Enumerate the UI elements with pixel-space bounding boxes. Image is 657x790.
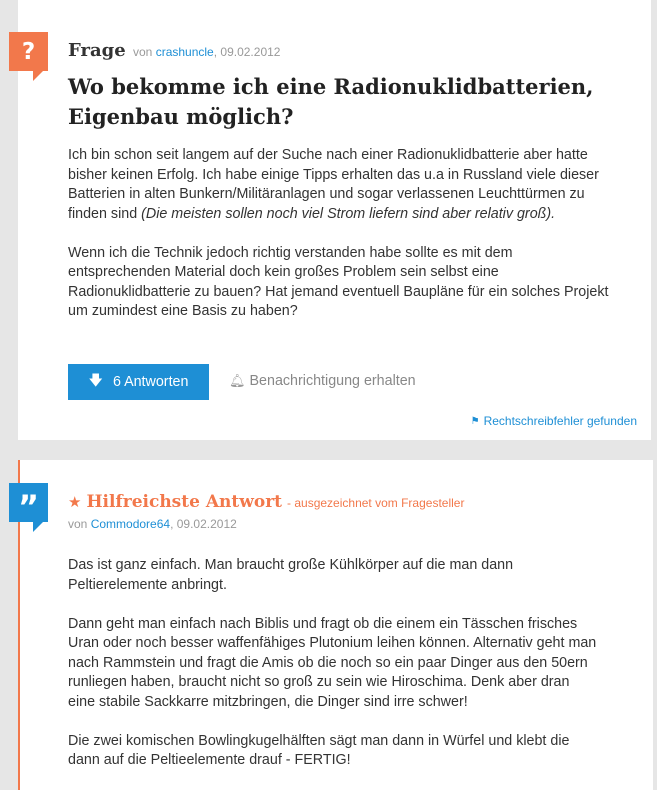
answer-paragraph: Die zwei komischen Bowlingkugelhälften sägt man dann in Würfel und klebt die dann auf die Peltieelemente drauf - FERTIG!	[68, 732, 570, 768]
report-typo-link[interactable]	[471, 414, 637, 428]
notify-label: Benachrichtigung erhalten	[249, 373, 416, 389]
notify-link[interactable]	[229, 373, 416, 389]
report-label: Rechtschreibfehler gefunden	[483, 414, 637, 428]
answer-body	[68, 556, 598, 790]
answer-paragraph: Dann geht man einfach nach Biblis und fragt ob die einem ein Tässchen frisches Uran oder noch besser waffenfähiges Plutonium leihen können. Alternativ geht man nach Rammstein und fragt die Amis ob die noch so ein paar Dinger aus den 50ern runliegen haben, braucht nicht so groß zu sein wie Hiroschima. Denk aber dran eine stabile Sackkarre mitzbringen, die Dinger sind irre schwer!	[68, 615, 597, 710]
arrow-down-icon: 🡇	[88, 372, 103, 388]
quote-icon: ”	[9, 483, 48, 522]
question-paragraph: Ich bin schon seit langem auf der Suche nach einer Radionuklidbatterie aber hatte bisher keinen Erfolg. Ich habe einige Tipps erhalten das u.a in Russland viele dieser Batterien in alten Bunkern/Militäranlagen und sogar verlassenen Leuchttürmen zu finden sind (Die meisten sollen noch viel Strom liefern sind aber relativ groß).	[68, 147, 599, 222]
question-paragraph-italic: (Die meisten sollen noch viel Strom liefern sind aber relativ groß).	[141, 205, 556, 222]
question-type-label: Frage	[68, 40, 126, 61]
helpful-answer-header	[68, 492, 464, 512]
question-date: , 09.02.2012	[213, 45, 281, 59]
question-paragraph: Wenn ich die Technik jedoch richtig verstanden habe sollte es mit dem entsprechenden Material doch kein großes Problem sein selbst eine Radionuklidbatterie zu bauen? Hat jemand eventuell Baupläne für ein solches Projekt um zumindest eine Basis zu haben?	[68, 244, 609, 319]
star-icon: ★	[68, 494, 82, 511]
answer-author-link[interactable]: Commodore64	[90, 517, 171, 531]
helpful-suffix: - ausgezeichnet vom Fragesteller	[287, 496, 465, 510]
answers-button-label: 6 Antworten	[112, 374, 189, 390]
helpful-title: Hilfreichste Antwort	[86, 492, 283, 512]
question-body	[68, 146, 613, 341]
bell-icon: 🔔︎	[229, 373, 246, 388]
answer-date: , 09.02.2012	[170, 517, 237, 531]
answer-meta	[68, 517, 237, 531]
by-prefix: von	[68, 517, 88, 531]
question-meta	[68, 40, 280, 61]
answer-paragraph: Das ist ganz einfach. Man braucht große Kühlkörper auf die man dann Peltierelemente anbringt.	[68, 557, 514, 593]
question-mark-icon: ?	[9, 32, 48, 71]
show-answers-button[interactable]	[68, 364, 209, 400]
question-title: Wo bekomme ich eine Radionuklidbatterien, Eigenbau möglich?	[68, 74, 594, 129]
flag-icon: ⚑	[470, 415, 480, 427]
by-prefix: von	[133, 45, 153, 59]
question-author-link[interactable]: crashuncle	[155, 45, 214, 59]
